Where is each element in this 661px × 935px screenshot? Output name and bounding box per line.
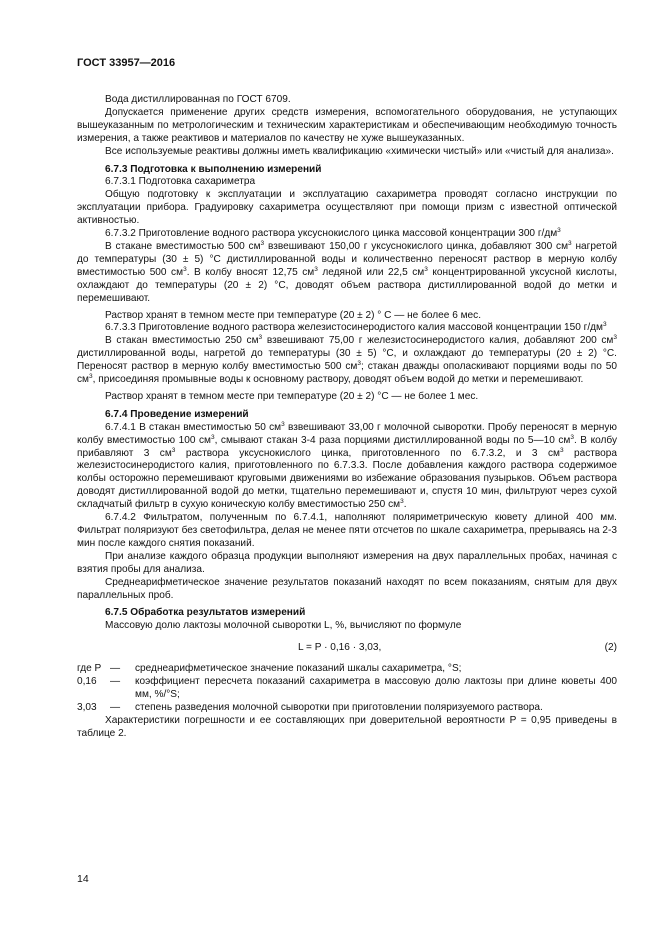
definition-row — [77, 663, 617, 676]
page-number: 14 — [77, 873, 89, 885]
definition-symbol: где P — [77, 663, 102, 675]
paragraph-ferrocyanide-prep: В стакан вместимостью 250 $см^3$ взвешивают 75,00 г железистосинеродистого калия, добавляют 200 $см^3$ дистиллированной воды, нагретой до температуры (30 ± 5) °С, и охлаждают до температуры (20 ± 2) °С. Переносят раствор в мерную колбу вместимостью 500 $см^3$; стакан дважды ополаскивают порциями воды по 50 $см^3$, присоединяя промывные воды к основному раствору, доводят объем водой до метки и перемешивают. — [77, 334, 617, 386]
definition-text: степень разведения молочной сыворотки при приготовлении поляризуемого раствора. — [135, 701, 543, 713]
formula-definitions — [77, 663, 617, 715]
definition-row — [77, 676, 617, 702]
subsection-title-6-7-3-2: 6.7.3.2 Приготовление водного раствора уксуснокислого цинка массовой концентрации 300 $г/дм^3$ — [105, 227, 561, 240]
formula-number: (2) — [604, 642, 617, 654]
paragraph-alt-instruments: Допускается применение других средств измерения, вспомогательного оборудования, не уступающих вышеуказанным по метрологическим и техническим характеристикам и обеспечивающим необходимую точность измерения, а также реактивов и материалов по качеству не хуже вышеуказанных. — [77, 106, 617, 144]
definition-dash: — — [110, 663, 121, 675]
definition-text: среднеарифметическое значение показаний шкалы сахариметра, °S; — [135, 663, 462, 675]
formula-2 — [77, 642, 617, 655]
paragraph-table-reference: Характеристики погрешности и ее составляющих при доверительной вероятности P = 0,95 приведены в таблице 2. — [77, 714, 617, 739]
paragraph-reagent-grade: Все используемые реактивы должны иметь квалификацию «химически чистый» или «чистый для анализа». — [105, 145, 614, 157]
definition-symbol: 3,03 — [77, 701, 97, 713]
paragraph-parallel-samples: При анализе каждого образца продукции выполняют измерения на двух параллельных пробах, начиная с взятия пробы для анализа. — [77, 550, 617, 575]
definition-symbol: 0,16 — [77, 676, 97, 688]
paragraph-6-7-4-1: 6.7.4.1 В стакан вместимостью 50 $см^3$ взвешивают 33,00 г молочной сыворотки. Пробу переносят в мерную колбу вместимостью 100 $см^3$, смывают стакан 3-4 раза порциями дистиллированной воды по 5—10 $см^3$. В колбу прибавляют 3 $см^3$ раствора уксуснокислого цинка, приготовленного по 6.7.3.2, и 3 $см^3$ раствора железистосинеродистого калия, приготовленного по 6.7.3.3. После добавления каждого раствора содержимое колбы осторожно перемешивают круговыми движениями во избежание образования пузырьков. Объем раствора доводят дистиллированной водой до метки, тщательно перемешивают и, спустя 10 мин, фильтруют через сухой складчатый фильтр в сухую коническую колбу вместимостью 250 $см^3$. — [77, 420, 617, 511]
section-heading-6-7-5: 6.7.5 Обработка результатов измерений — [105, 607, 306, 619]
page-body — [77, 94, 617, 741]
definition-row — [77, 702, 617, 715]
paragraph-mean-value: Среднеарифметическое значение результатов показаний находят по всем показаниям, снятым для двух параллельных проб. — [77, 576, 617, 601]
subsection-title-6-7-3-1: 6.7.3.1 Подготовка сахариметра — [105, 176, 256, 188]
document-id-header: ГОСТ 33957—2016 — [77, 57, 176, 69]
subsection-title-6-7-3-3: 6.7.3.3 Приготовление водного раствора железистосинеродистого калия массовой концентрации 150 $г/дм^3$ — [105, 321, 607, 334]
definition-text: коэффициент пересчета показаний сахариметра в массовую долю лактозы при длине кюветы 400 мм, %/°S; — [135, 676, 617, 701]
paragraph-ferrocyanide-storage: Раствор хранят в темном месте при температуре (20 ± 2) °С — не более 1 мес. — [105, 390, 479, 402]
paragraph-formula-intro: Массовую долю лактозы молочной сыворотки L, %, вычисляют по формуле — [105, 620, 462, 632]
paragraph-6-7-4-2: 6.7.4.2 Фильтратом, полученным по 6.7.4.1, наполняют поляриметрическую кювету длиной 400 мм. Фильтрат поляризуют без светофильтра, делая не менее пяти отсчетов по шкале сахариметра, прерываясь на 2-3 мин после каждого снятия показаний. — [77, 512, 617, 549]
paragraph-zinc-storage: Раствор хранят в темном месте при температуре (20 ± 2) ° С — не более 6 мес. — [105, 309, 482, 321]
paragraph-saccharimeter-prep: Общую подготовку к эксплуатации и эксплуатацию сахариметра проводят согласно инструкции по эксплуатации прибора. Градуировку сахариметра осуществляют при помощи призм с известной оптической активностью. — [77, 189, 617, 227]
definition-dash: — — [110, 676, 121, 688]
paragraph-distilled-water: Вода дистиллированная по ГОСТ 6709. — [105, 94, 291, 105]
section-heading-6-7-4: 6.7.4 Проведение измерений — [105, 408, 249, 420]
paragraph-zinc-acetate-prep: В стакане вместимостью 500 $см^3$ взвешивают 150,00 г уксуснокислого цинка, добавляют 300 $см^3$ нагретой до температуры (30 ± 5) °С дистиллированной воды и количественно переносят раствор в мерную колбу вместимостью 500 $см^3$. В колбу вносят 12,75 $см^3$ ледяной или 22,5 $см^3$ концентрированной уксусной кислоты, охлаждают до температуры (20 ± 2) °С, доводят объем раствора дистиллированной водой до метки и перемешивают. — [77, 239, 617, 304]
section-heading-6-7-3: 6.7.3 Подготовка к выполнению измерений — [105, 163, 322, 175]
formula-expression: L = P · 0,16 · 3,03, — [298, 642, 382, 654]
definition-dash: — — [110, 701, 121, 713]
